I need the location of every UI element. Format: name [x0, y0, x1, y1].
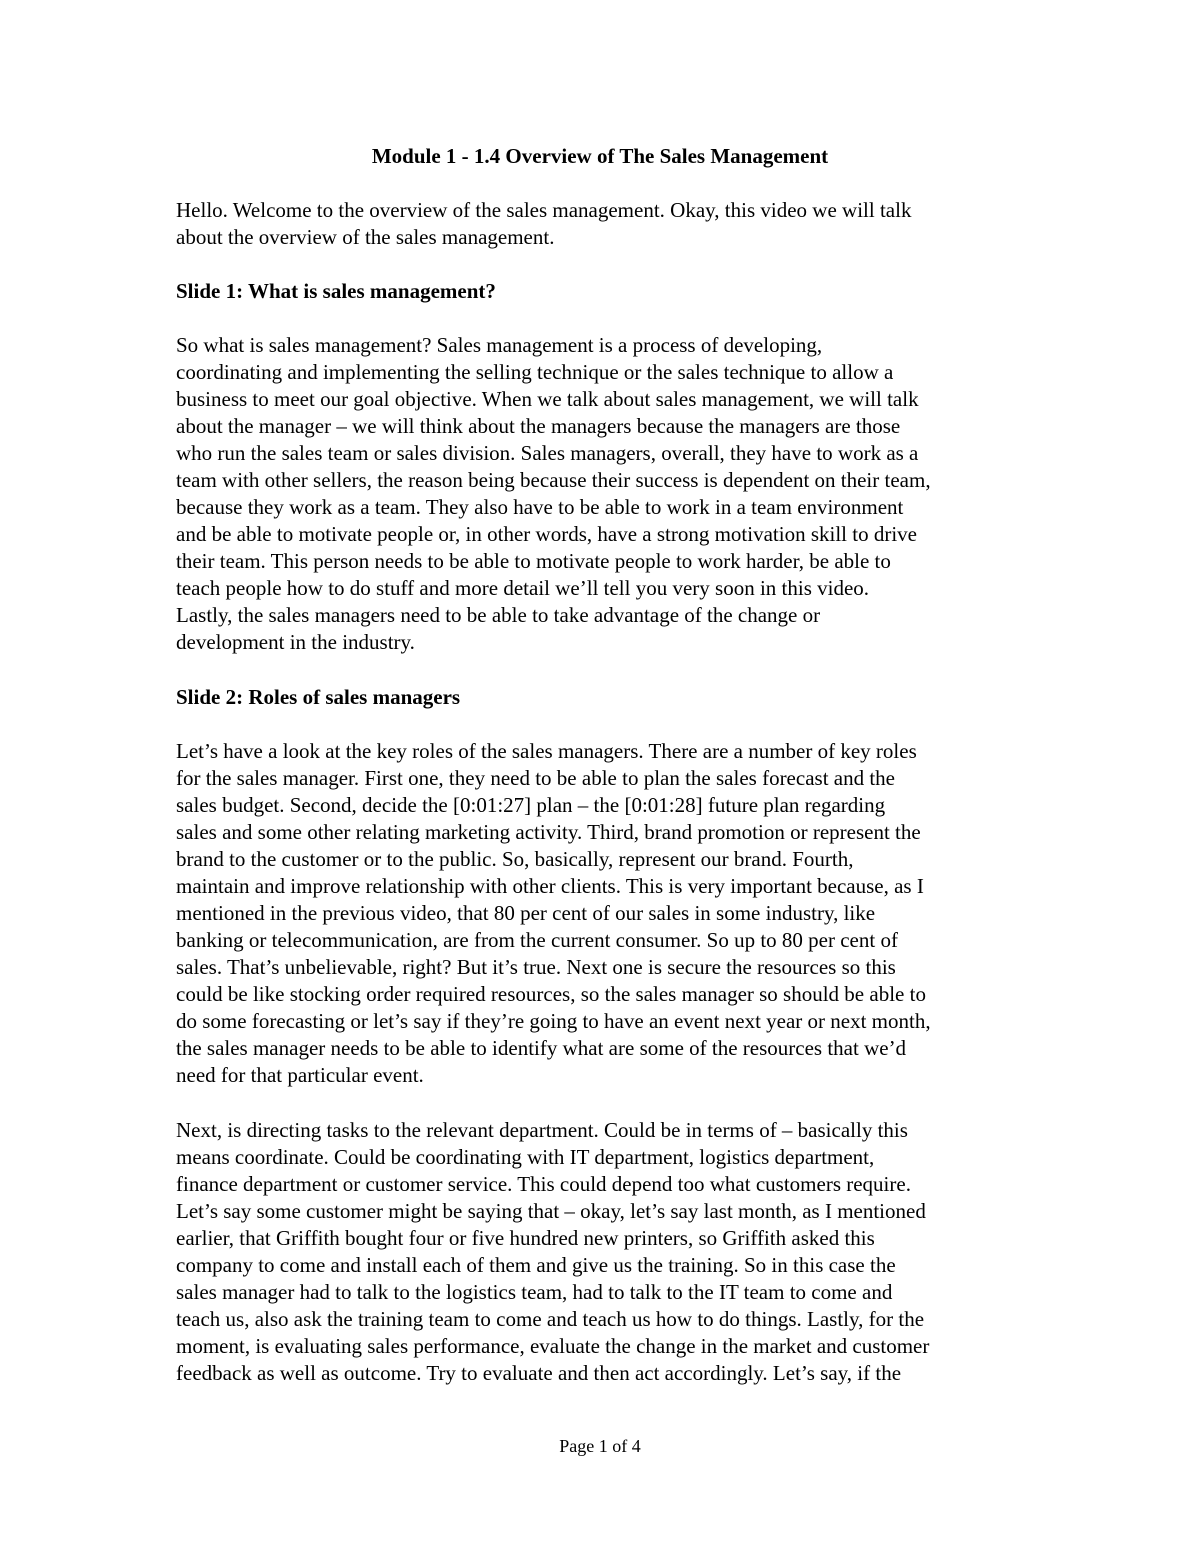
text-line: Let’s say some customer might be saying that – okay, let’s say last month, as I mentioned	[176, 1199, 926, 1223]
text-line: need for that particular event.	[176, 1063, 424, 1087]
text-line: Next, is directing tasks to the relevant department. Could be in terms of – basically this	[176, 1118, 908, 1142]
text-line: about the manager – we will think about the managers because the managers are those	[176, 414, 901, 438]
slide-2-heading: Slide 2: Roles of sales managers	[176, 685, 461, 709]
text-line: moment, is evaluating sales performance, evaluate the change in the market and customer	[176, 1334, 930, 1358]
text-line: Hello. Welcome to the overview of the sales management. Okay, this video we will talk	[176, 198, 912, 222]
text-line: means coordinate. Could be coordinating with IT department, logistics department,	[176, 1145, 875, 1169]
text-line: brand to the customer or to the public. So, basically, represent our brand. Fourth,	[176, 847, 854, 871]
text-line: teach people how to do stuff and more detail we’ll tell you very soon in this video.	[176, 576, 870, 600]
page-number: Page 1 of 4	[559, 1436, 641, 1456]
text-line: coordinating and implementing the selling technique or the sales technique to allow a	[176, 360, 894, 384]
slide-1-heading: Slide 1: What is sales management?	[176, 279, 496, 303]
text-line: about the overview of the sales management.	[176, 225, 555, 249]
text-line: development in the industry.	[176, 630, 415, 654]
text-line: and be able to motivate people or, in other words, have a strong motivation skill to drive	[176, 522, 917, 546]
intro-paragraph	[176, 197, 1034, 251]
text-line: feedback as well as outcome. Try to evaluate and then act accordingly. Let’s say, if the	[176, 1361, 902, 1385]
text-line: mentioned in the previous video, that 80 per cent of our sales in some industry, like	[176, 901, 876, 925]
text-line: could be like stocking order required resources, so the sales manager so should be able to	[176, 982, 926, 1006]
text-line: company to come and install each of them and give us the training. So in this case the	[176, 1253, 896, 1277]
text-line: sales budget. Second, decide the [0:01:27] plan – the [0:01:28] future plan regarding	[176, 793, 886, 817]
text-line: sales and some other relating marketing activity. Third, brand promotion or represent the	[176, 820, 921, 844]
text-line: So what is sales management? Sales management is a process of developing,	[176, 333, 823, 357]
slide-1-paragraph	[176, 332, 1034, 656]
text-line: sales manager had to talk to the logistics team, had to talk to the IT team to come and	[176, 1280, 893, 1304]
text-line: Let’s have a look at the key roles of the sales managers. There are a number of key roles	[176, 739, 917, 763]
text-line: their team. This person needs to be able to motivate people to work harder, be able to	[176, 549, 891, 573]
text-line: earlier, that Griffith bought four or five hundred new printers, so Griffith asked this	[176, 1226, 875, 1250]
text-line: maintain and improve relationship with other clients. This is very important because, as I	[176, 874, 924, 898]
text-line: sales. That’s unbelievable, right? But it’s true. Next one is secure the resources so this	[176, 955, 896, 979]
text-line: because they work as a team. They also have to be able to work in a team environment	[176, 495, 904, 519]
text-line: banking or telecommunication, are from the current consumer. So up to 80 per cent of	[176, 928, 898, 952]
text-line: who run the sales team or sales division. Sales managers, overall, they have to work as a	[176, 441, 919, 465]
text-line: finance department or customer service. This could depend too what customers require.	[176, 1172, 911, 1196]
slide-2-paragraph-2	[176, 1117, 1034, 1387]
text-line: the sales manager needs to be able to identify what are some of the resources that we’d	[176, 1036, 907, 1060]
text-line: teach us, also ask the training team to come and teach us how to do things. Lastly, for the	[176, 1307, 925, 1331]
slide-2-paragraph-1	[176, 738, 1034, 1089]
text-line: business to meet our goal objective. When we talk about sales management, we will talk	[176, 387, 919, 411]
document-title: Module 1 - 1.4 Overview of The Sales Management	[371, 144, 829, 168]
text-line: Lastly, the sales managers need to be able to take advantage of the change or	[176, 603, 821, 627]
text-line: team with other sellers, the reason being because their success is dependent on their team,	[176, 468, 931, 492]
text-line: for the sales manager. First one, they need to be able to plan the sales forecast and the	[176, 766, 896, 790]
text-line: do some forecasting or let’s say if they’re going to have an event next year or next month,	[176, 1009, 931, 1033]
